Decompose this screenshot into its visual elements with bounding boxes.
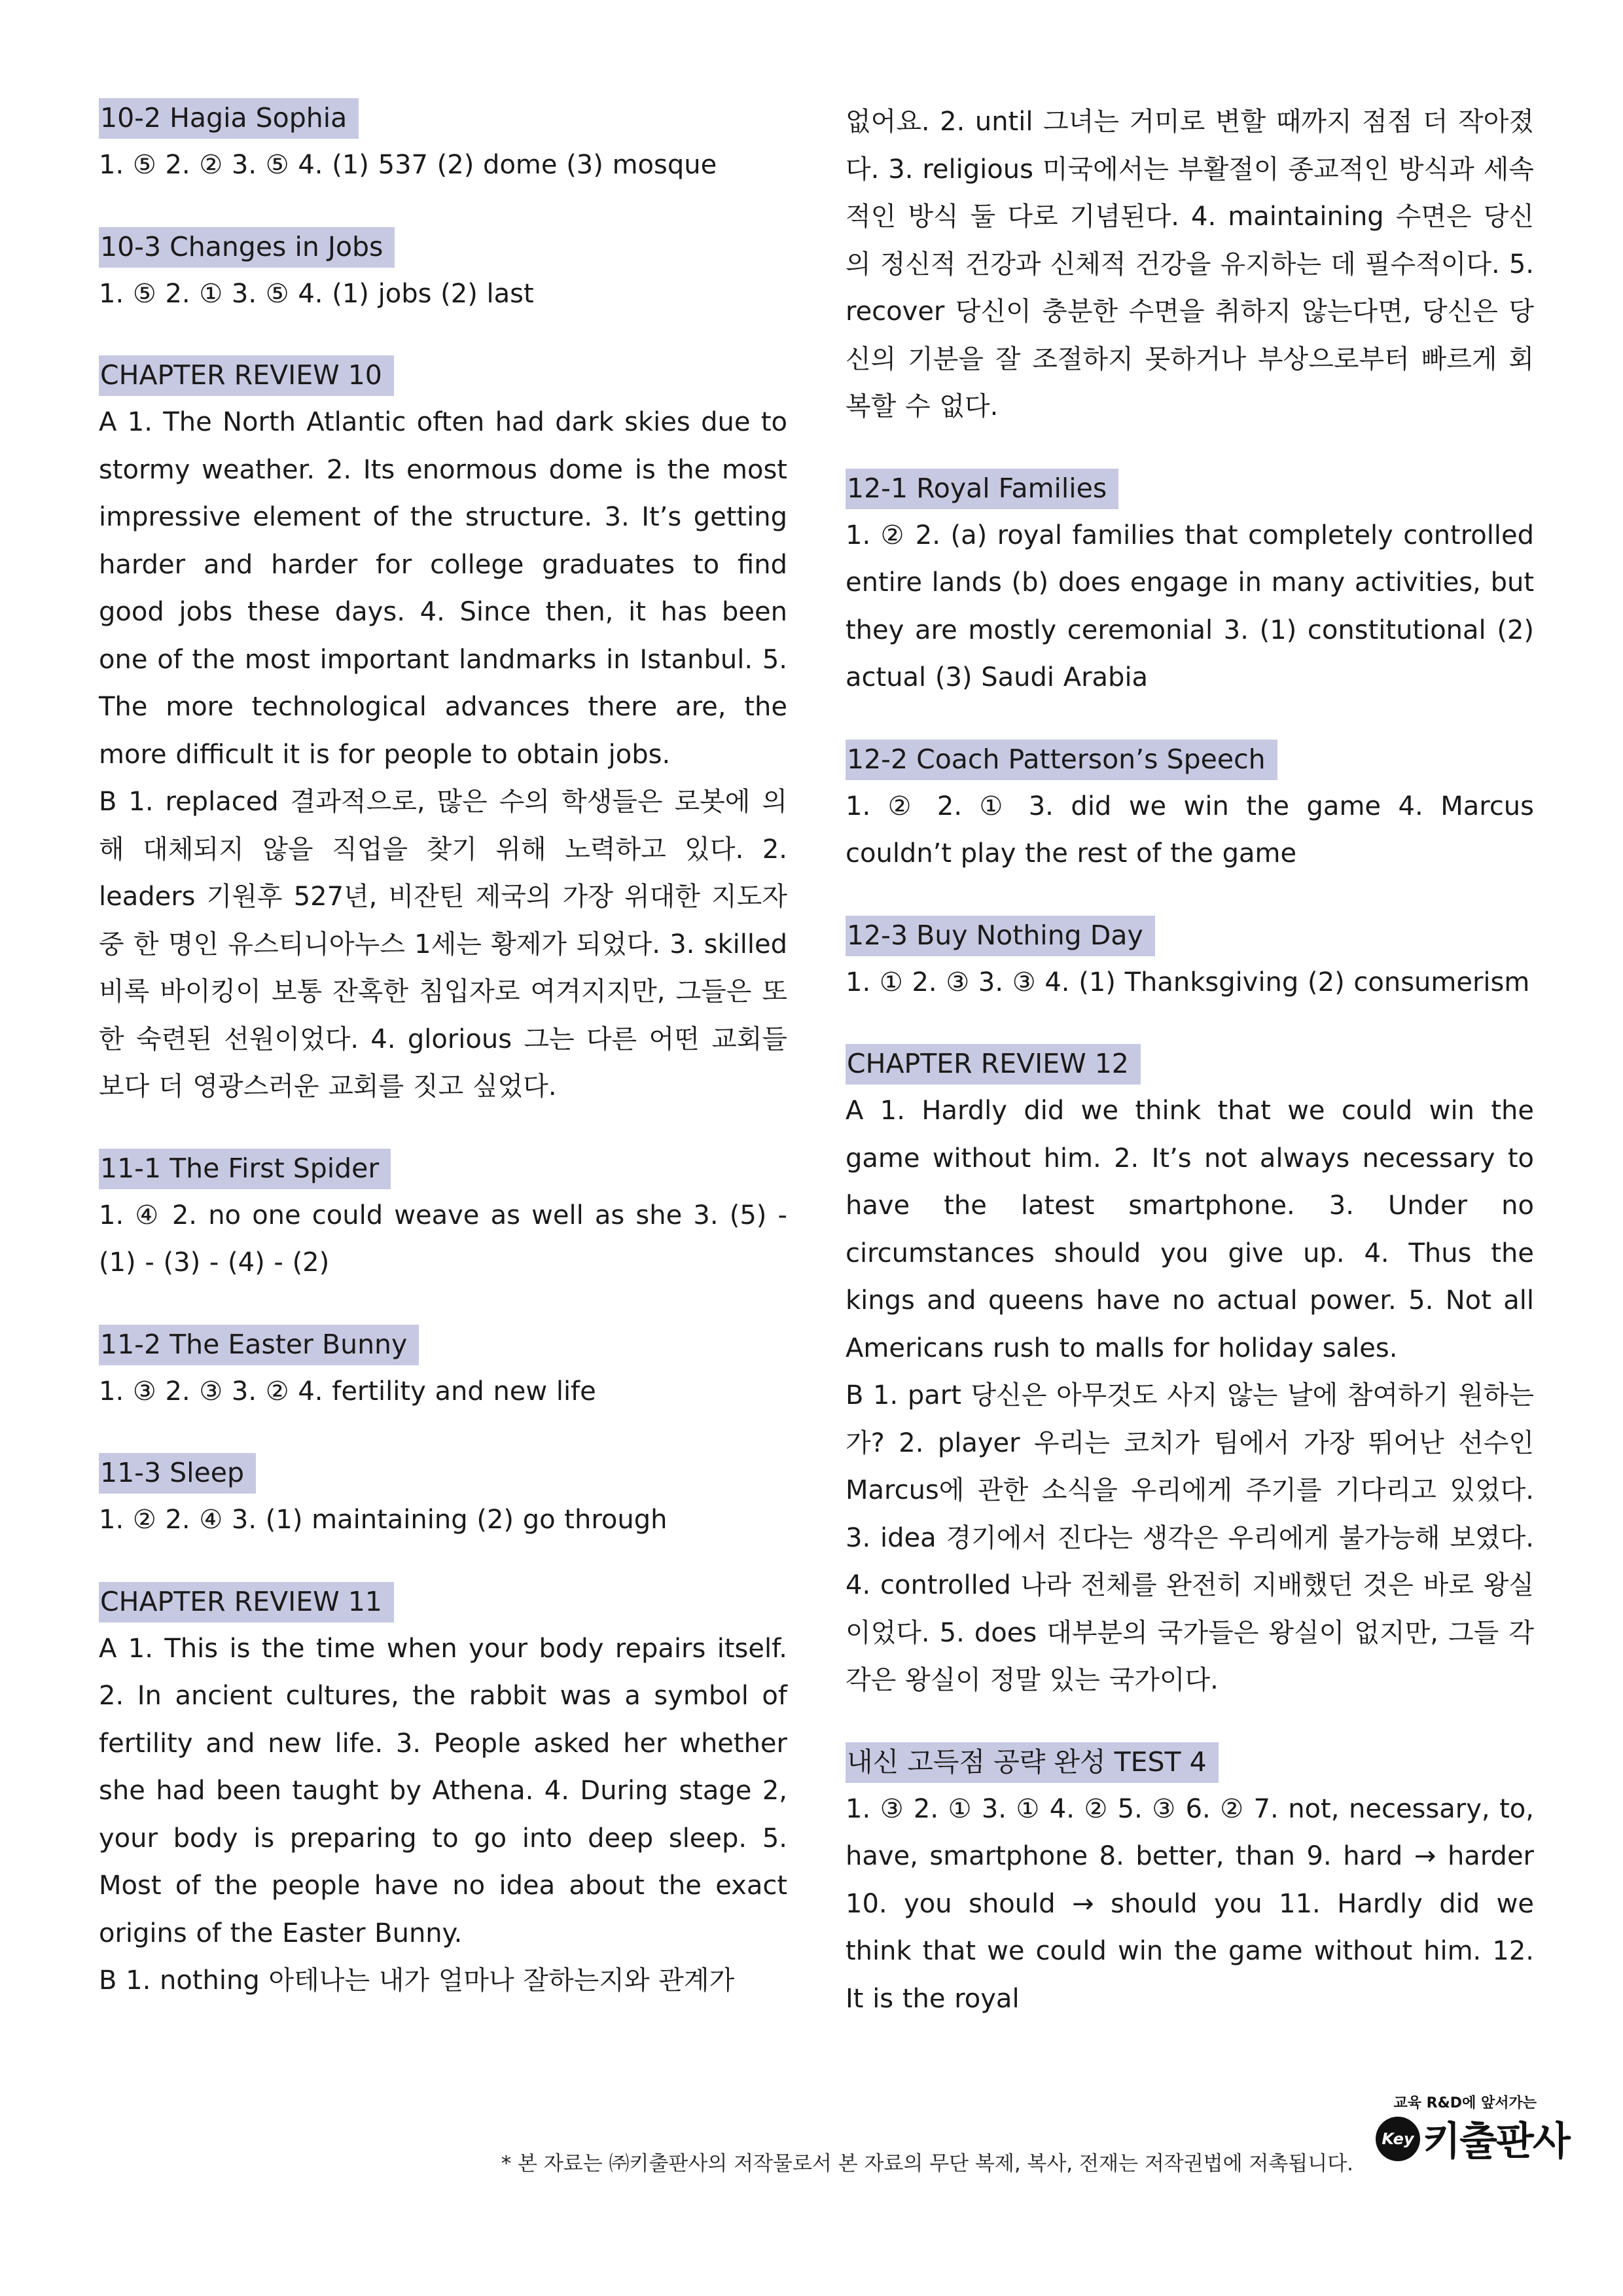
answer-text: A 1. The North Atlantic often had dark skies due to stormy weather. 2. Its enormous dome is the most impressive element of the structure. 3. It’s getting harder and harder for college graduates to find good jobs these days. 4. Since then, it has been one of the most important landmarks in Istanbul. 5. The more technological advances there are, the more difficult it is for people to obtain jobs. — [99, 407, 787, 770]
section-heading: 11-1 The First Spider — [99, 1149, 391, 1189]
answer-text: B 1. replaced 결과적으로, 많은 수의 학생들은 로봇에 의해 대체되지 않을 직업을 찾기 위해 노력하고 있다. 2. leaders 기원후 527년, 비잔틴 제국의 가장 위대한 지도자 중 한 명인 유스티니아누스 1세는 황제가 되었다. 3. skilled 비록 바이킹이 보통 잔혹한 침입자로 여겨지지만, 그들은 또한 숙련된 선원이었다. 4. glorious 그는 다른 어떤 교회들보다 더 영광스러운 교회를 짓고 싶었다. — [99, 787, 787, 1102]
section-chapter-review-11 — [99, 1582, 787, 2005]
section-royal-families — [846, 469, 1534, 702]
answer-text: B 1. part 당신은 아무것도 사지 않는 날에 참여하기 원하는가? 2. player 우리는 코치가 팀에서 가장 뛰어난 선수인 Marcus에 관한 소식을 우리에게 주기를 기다리고 있었다. 3. idea 경기에서 진다는 생각은 우리에게 불가능해 보였다. 4. controlled 나라 전체를 완전히 지배했던 것은 바로 왕실이었다. 5. does 대부분의 국가들은 왕실이 없지만, 그들 각각은 왕실이 정말 있는 국가이다. — [846, 1380, 1534, 1695]
section-sleep — [99, 1453, 787, 1544]
logo-tagline: 교육 R&D에 앞서가는 — [1393, 2095, 1537, 2111]
section-chapter-review-12 — [846, 1044, 1534, 1704]
section-heading: 10-3 Changes in Jobs — [99, 227, 395, 268]
section-continuation — [846, 98, 1534, 431]
section-hagia-sophia — [99, 98, 787, 189]
answer-text: 1. ② 2. (a) royal families that completely controlled entire lands (b) does engage in many activities, but they are mostly ceremonial 3. (1) constitutional (2) actual (3) Saudi Arabia — [846, 520, 1534, 692]
answer-text: 1. ③ 2. ① 3. ① 4. ② 5. ③ 6. ② 7. not, necessary, to, have, smartphone 8. better, than 9. hard → harder 10. you should → should you 11. Hardly did we think that we could win the game without him. 12. It is the royal — [846, 1793, 1534, 2014]
section-heading: CHAPTER REVIEW 12 — [846, 1044, 1141, 1085]
answer-text: 없어요. 2. until 그녀는 거미로 변할 때까지 점점 더 작아졌다. 3. religious 미국에서는 부활절이 종교적인 방식과 세속적인 방식 둘 다로 기념된다. 4. maintaining 수면은 당신의 정신적 건강과 신체적 건강을 유지하는 데 필수적이다. 5. recover 당신이 충분한 수면을 취하지 않는다면, 당신은 당신의 기분을 잘 조절하지 못하거나 부상으로부터 빠르게 회복할 수 없다. — [846, 107, 1534, 422]
section-heading: 12-3 Buy Nothing Day — [846, 916, 1155, 956]
logo-name: 키출판사 — [1423, 2119, 1569, 2164]
answer-text: 1. ⑤ 2. ① 3. ⑤ 4. (1) jobs (2) last — [99, 278, 534, 309]
section-heading: CHAPTER REVIEW 11 — [99, 1582, 394, 1623]
key-logo-icon: Key — [1376, 2117, 1420, 2161]
answer-text: A 1. This is the time when your body repairs itself. 2. In ancient cultures, the rabbit was a symbol of fertility and new life. 3. People asked her whether she had been taught by Athena. 4. During stage 2, your body is preparing to go into deep sleep. 5. Most of the people have no idea about the exact origins of the Easter Bunny. — [99, 1633, 787, 1948]
answer-text: 1. ② 2. ④ 3. (1) maintaining (2) go through — [99, 1505, 668, 1535]
section-test-4 — [846, 1742, 1534, 2023]
answer-text: 1. ② 2. ① 3. did we win the game 4. Marcus couldn’t play the rest of the game — [846, 791, 1534, 869]
section-the-easter-bunny — [99, 1325, 787, 1416]
publisher-logo — [1373, 2092, 1569, 2170]
answer-text: 1. ⑤ 2. ② 3. ⑤ 4. (1) 537 (2) dome (3) mosque — [99, 150, 717, 180]
section-heading: 10-2 Hagia Sophia — [99, 98, 359, 139]
page-footer — [0, 2062, 1623, 2176]
section-the-first-spider — [99, 1149, 787, 1287]
section-changes-in-jobs — [99, 227, 787, 318]
section-heading: CHAPTER REVIEW 10 — [99, 355, 394, 396]
section-buy-nothing-day — [846, 916, 1534, 1007]
section-heading: 12-1 Royal Families — [846, 469, 1118, 509]
section-chapter-review-10 — [99, 355, 787, 1111]
section-heading: 내신 고득점 공략 완성 TEST 4 — [846, 1742, 1219, 1783]
answer-text: A 1. Hardly did we think that we could win the game without him. 2. It’s not always necessary to have the latest smartphone. 3. Under no circumstances should you give up. 4. Thus the kings and queens have no actual power. 5. Not all Americans rush to malls for holiday sales. — [846, 1096, 1534, 1363]
section-heading: 12-2 Coach Patterson’s Speech — [846, 740, 1277, 780]
copyright-notice: * 본 자료는 ㈜키출판사의 저작물로서 본 자료의 무단 복제, 복사, 전재는 저작권법에 저촉됩니다. — [501, 2152, 1353, 2176]
section-heading: 11-3 Sleep — [99, 1453, 256, 1494]
answer-text: 1. ③ 2. ③ 3. ② 4. fertility and new life — [99, 1376, 596, 1407]
right-column — [846, 98, 1534, 2060]
section-coach-patterson-speech — [846, 740, 1534, 878]
answer-text: B 1. nothing 아테나는 내가 얼마나 잘하는지와 관계가 — [99, 1965, 735, 1996]
section-heading: 11-2 The Easter Bunny — [99, 1325, 419, 1365]
answer-text: 1. ④ 2. no one could weave as well as she 3. (5) - (1) - (3) - (4) - (2) — [99, 1200, 787, 1278]
left-column — [99, 98, 787, 2043]
answer-text: 1. ① 2. ③ 3. ③ 4. (1) Thanksgiving (2) consumerism — [846, 967, 1530, 997]
